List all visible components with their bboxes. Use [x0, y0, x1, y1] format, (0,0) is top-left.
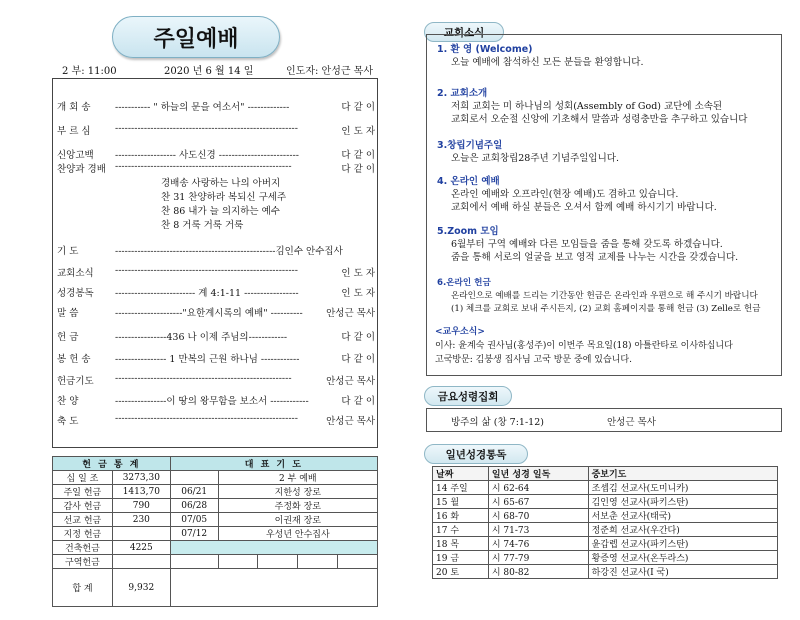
news-item: 4. 온라인 예배 온라인 예배와 오프라인(현장 예배)도 겸하고 있습니다. 교회에서 예배 하실 분들은 오셔서 함께 예배 하시기기 바랍니다. — [437, 176, 717, 213]
hymn-list — [161, 177, 286, 233]
friday-tab: 금요성령집회 — [424, 386, 512, 406]
news-tab: 교회소식 — [424, 22, 504, 42]
table-row: 18 목 시 74-76 윤갑렙 선교사(파키스탄) — [433, 537, 778, 551]
order-of-worship — [52, 78, 378, 448]
hymn-item: 찬 8 거룩 거룩 거룩 — [161, 220, 244, 231]
order-row: 찬양과 경배 ------------------------------------------------------- 다 같 이 — [57, 161, 375, 175]
service-part: 2 부: 11:00 — [62, 66, 117, 77]
total-value: 9,932 — [112, 569, 170, 607]
friday-speaker: 안성근 목사 — [607, 417, 656, 428]
table-row: 19 금 시 77-79 황증영 선교사(온두라스) — [433, 551, 778, 565]
news-item: 2. 교회소개 저희 교회는 미 하나님의 성회(Assembly of God) 교단에 소속된 교회로서 오순절 신앙에 기초해서 말씀과 성령충만을 추구하고 있습니다 — [437, 88, 748, 125]
total-label: 합 계 — [53, 569, 113, 607]
hymn-item: 찬 86 내가 늘 의지하는 예수 — [161, 206, 280, 217]
offering-header: 헌 금 통 계 — [53, 457, 171, 471]
table-row: 20 토 시 80-82 하강진 선교사(I 국) — [433, 565, 778, 579]
order-row: 교회소식 --------------------------------------------------------- 인 도 자 — [57, 265, 375, 279]
table-row: 16 화 시 68-70 서보춘 선교사(태국) — [433, 509, 778, 523]
table-row: 구역헌금 — [53, 555, 378, 569]
friday-service — [426, 408, 782, 432]
order-row: 봉 헌 송 ---------------- 1 만복의 근원 하나님 ------------ 다 같 이 — [57, 351, 375, 365]
order-row: 신앙고백 ------------------- 사도신경 ------------------------- 다 같 이 — [57, 147, 375, 161]
table-header: 날짜 일년 성경 일독 중보기도 — [433, 467, 778, 481]
order-row: 헌금기도 ------------------------------------------------------- 안성근 목사 — [57, 373, 375, 387]
service-leader: 인도자: 안성근 목사 — [286, 66, 374, 77]
table-row: 주일 헌금 1413,70 06/21 지한성 장로 — [53, 485, 378, 499]
table-row: 감사 헌금 790 06/28 주정화 장로 — [53, 499, 378, 513]
table-row: 건축헌금 4225 — [53, 541, 378, 555]
news-item: 6.온라인 헌금 온라인으로 예배를 드리는 기간동안 헌금은 온라인과 우편으로 해 주시기 바랍니다 (1) 체크를 교회로 보내 주시든지, (2) 교회 홈페이지를 통해 헌금 (3) Zelle로 헌금 — [437, 278, 761, 314]
news-item: 1. 환 영 (Welcome) 오늘 예배에 참석하신 모든 분들을 환영합니다. — [437, 44, 644, 68]
order-row: 찬 양 ----------------이 땅의 왕무함을 보소서 ------------ 다 같 이 — [57, 393, 375, 407]
table-row: 선교 헌금 230 07/05 이권재 장로 — [53, 513, 378, 527]
order-row: 헌 금 ----------------436 나 이제 주님의------------ 다 같 이 — [57, 329, 375, 343]
news-item: 3.창립기념주일 오늘은 교회창립28주년 기념주일입니다. — [437, 140, 619, 164]
bible-tab: 일년성경통독 — [424, 444, 528, 464]
order-row: 개 회 송 ----------- " 하늘의 문을 여소서" ------------- 다 같 이 — [57, 99, 375, 113]
service-header — [58, 62, 378, 76]
hymn-item: 경배송 사랑하는 나의 아버지 — [161, 178, 281, 189]
table-row: 십 일 조 3273,30 2 부 예배 — [53, 471, 378, 485]
table-row: 17 수 시 71-73 정준희 선교사(우간다) — [433, 523, 778, 537]
total-row — [53, 569, 378, 607]
order-row: 축 도 --------------------------------------------------------- 안성근 목사 — [57, 413, 375, 427]
table-row: 15 월 시 65-67 김인영 선교사(파키스탄) — [433, 495, 778, 509]
order-row: 기 도 --------------------------------------------------김인수 안수집사 — [57, 246, 343, 257]
table-row: 지정 헌금 07/12 우성년 안수집사 — [53, 527, 378, 541]
order-row: 성경봉독 ------------------------- 계 4:1-11 ----------------- 인 도 자 — [57, 285, 375, 299]
church-news — [426, 34, 782, 376]
prayer-header: 대 표 기 도 — [170, 457, 377, 471]
member-news: <교우소식> 이사: 윤계숙 권사님(홍성주)이 이번주 목요일(18) 아틀란타로 이사하십니다 고국방문: 김붕생 집사님 고국 방문 중에 있습니다. — [435, 327, 733, 365]
bible-reading-table — [432, 466, 778, 579]
friday-passage: 방주의 삶 (창 7:1-12) — [451, 417, 544, 428]
page-title: 주일예배 — [112, 16, 280, 58]
service-date: 2020 년 6 월 14 일 — [164, 66, 254, 77]
news-item: 5.Zoom 모임 6월부터 구역 예배와 다른 모임들을 줌을 통해 갖도록 하겠습니다. 줌을 통해 서로의 얼굴을 보고 영적 교제를 나누는 시간을 갖겠습니다. — [437, 226, 739, 263]
offering-prayer-table — [52, 456, 378, 607]
order-row: 부 르 심 --------------------------------------------------------- 인 도 자 — [57, 123, 375, 137]
table-row: 14 주일 시 62-64 조셉김 선교사(도미니카) — [433, 481, 778, 495]
hymn-item: 찬 31 찬양하라 복되신 구세주 — [161, 192, 287, 203]
order-row: 말 씀 ---------------------"요한계시록의 예배" ---------- 안성근 목사 — [57, 305, 375, 319]
